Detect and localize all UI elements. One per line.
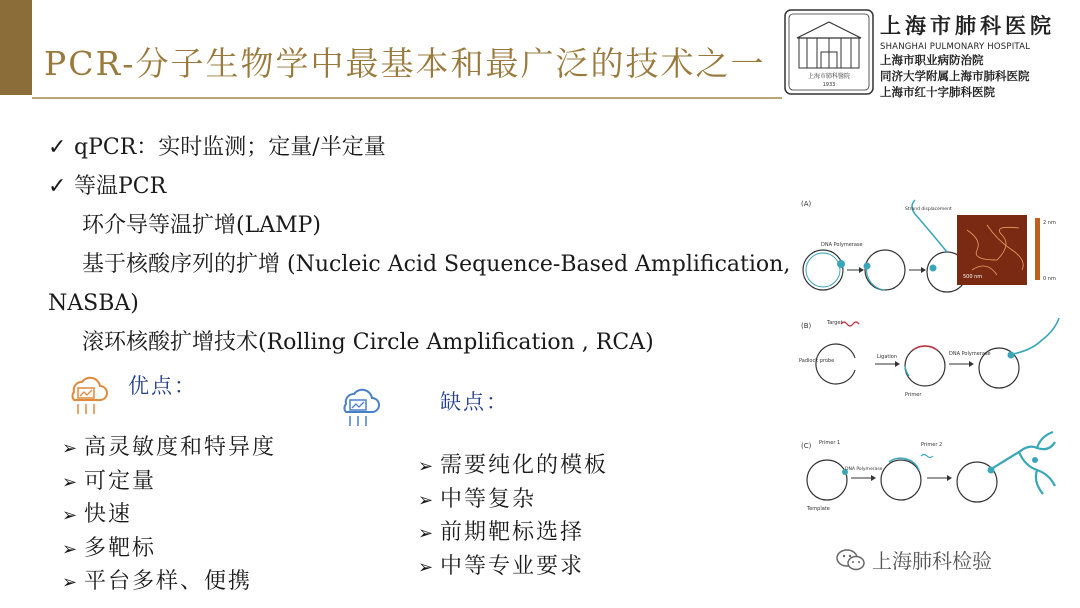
bullet-qpcr <box>48 128 790 167</box>
arrow-icon: ➢ <box>62 438 80 459</box>
label-padlock-probe: Padlock probe <box>799 358 835 364</box>
cons-list <box>418 450 608 584</box>
label-0nm: 0 nm <box>1043 276 1056 282</box>
panel-a-label: (A) <box>801 200 812 208</box>
pros-item: ➢ 多靶标 <box>62 533 276 567</box>
hospital-block <box>880 10 1075 100</box>
panel-b-label: (B) <box>801 322 812 330</box>
hospital-line-2: 同济大学附属上海市肺科医院 <box>880 69 1030 83</box>
watermark-text: 上海肺科检验 <box>872 549 992 573</box>
hospital-line-3: 上海市红十字肺科医院 <box>880 85 995 99</box>
arrow-icon: ➢ <box>418 556 436 578</box>
amplification-figure <box>797 190 1076 516</box>
cons-item: ➢ 前期靶标选择 <box>418 517 608 551</box>
arrow-icon: ➢ <box>62 572 80 593</box>
label-strand-displacement: Strand displacement <box>905 207 952 212</box>
pros-list <box>62 432 276 600</box>
cons-item: ➢ 需要纯化的模板 <box>418 450 608 484</box>
label-dna-polymerase: DNA Polymerase <box>821 242 863 248</box>
label-2nm: 2 nm <box>1043 220 1056 226</box>
bullet-text: 等温PCR <box>74 174 167 199</box>
cons-item: ➢ 中等专业要求 <box>418 551 608 585</box>
bullet-text: qPCR：实时监测；定量/半定量 <box>74 135 386 160</box>
method-lamp: 环介导等温扩增(LAMP) <box>82 213 321 238</box>
label-primer-2: Primer 2 <box>921 442 943 448</box>
label-dna-polymerase-c: DNA Polymerase <box>845 467 883 472</box>
method-nasba-cont: NASBA) <box>48 291 139 316</box>
hospital-logo <box>783 8 875 96</box>
logo-year: 1933 <box>822 82 836 88</box>
cons-heading: 缺点： <box>440 390 509 414</box>
check-icon: ✓ <box>48 135 67 160</box>
page-title: PCR-分子生物学中最基本和最广泛的技术之一 <box>44 44 766 83</box>
main-bullets <box>48 128 790 362</box>
pros-item: ➢ 高灵敏度和特异度 <box>62 432 276 466</box>
method-rca: 滚环核酸扩增技术(Rolling Circle Amplification , RCA) <box>82 330 654 355</box>
arrow-icon: ➢ <box>418 489 436 511</box>
pros-item: ➢ 快速 <box>62 499 276 533</box>
cloud-chart-icon <box>336 384 380 430</box>
label-template: Template <box>807 506 830 512</box>
pros-item: ➢ 平台多样、便携 <box>62 566 276 600</box>
check-icon: ✓ <box>48 174 67 199</box>
watermark <box>836 545 992 574</box>
scale-bar-label: 500 nm <box>963 274 983 280</box>
hospital-name-cn: 上海市肺科医院 <box>880 13 1055 38</box>
arrow-icon: ➢ <box>418 456 436 477</box>
pros-item: ➢ 可定量 <box>62 466 276 500</box>
arrow-icon: ➢ <box>418 523 436 544</box>
title-divider <box>32 97 782 99</box>
wechat-icon <box>836 548 866 572</box>
logo-text: 上海市肺科醫院 <box>807 73 851 80</box>
label-primer: Primer <box>905 392 922 398</box>
panel-c-label: (C) <box>801 442 812 450</box>
arrow-icon: ➢ <box>62 538 80 560</box>
arrow-icon: ➢ <box>62 505 80 526</box>
label-dna-polymerase-b: DNA Polymerase <box>949 351 991 357</box>
bullet-isothermal <box>48 167 790 206</box>
label-ligation: Ligation <box>877 354 897 360</box>
hospital-name-en: SHANGHAI PULMONARY HOSPITAL <box>880 42 1031 52</box>
arrow-icon: ➢ <box>62 471 80 493</box>
label-primer-1: Primer 1 <box>819 440 841 446</box>
method-nasba: 基于核酸序列的扩增 (Nucleic Acid Sequence-Based Amplification, <box>82 252 791 277</box>
cons-item: ➢ 中等复杂 <box>418 484 608 518</box>
hospital-line-1: 上海市职业病防治院 <box>880 53 984 67</box>
label-target: Target <box>827 320 843 326</box>
title-accent-bar <box>0 0 32 95</box>
cloud-computer-icon <box>64 372 108 418</box>
pros-heading: 优点： <box>128 374 197 398</box>
